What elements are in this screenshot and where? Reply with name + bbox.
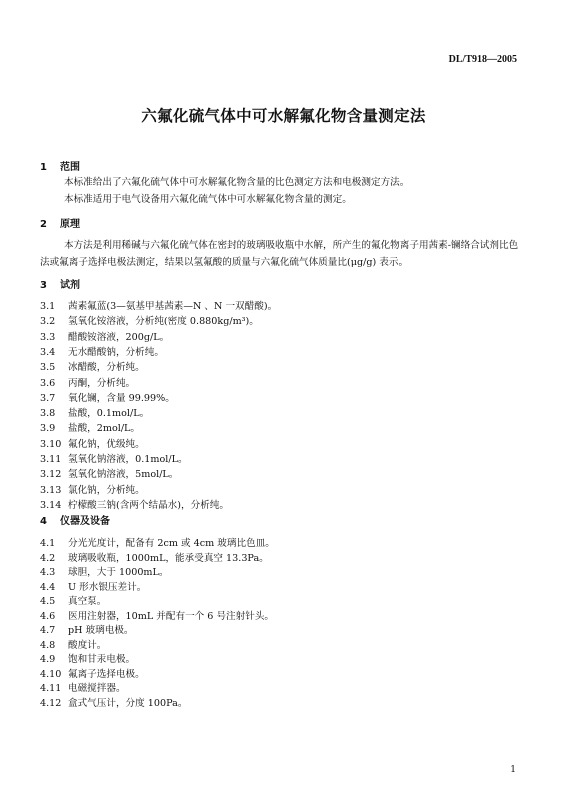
list-item (40, 420, 140, 434)
section-number: 3 (40, 280, 47, 291)
item-number: 3.12 (40, 469, 62, 481)
list-item (40, 680, 126, 694)
list-item (40, 564, 169, 578)
item-number: 3.2 (40, 316, 56, 328)
item-text: 电磁搅拌器。 (68, 683, 126, 694)
list-item (40, 390, 175, 404)
item-number: 3.10 (40, 438, 62, 450)
item-text: 氢氧化铵溶液，分析纯(密度 0.880kg/m³)。 (68, 316, 259, 328)
page-title: 六氟化硫气体中可水解氟化物含量测定法 (141, 107, 426, 125)
section-title: 仪器及设备 (60, 516, 110, 527)
item-number: 3.7 (40, 392, 56, 404)
item-text: 医用注射器，10mL 并配有一个 6 号注射针头。 (68, 610, 275, 622)
list-item (40, 579, 146, 593)
item-number: 4.11 (40, 683, 62, 694)
list-item (40, 451, 188, 465)
item-number: 3.4 (40, 346, 56, 358)
list-item (40, 497, 229, 511)
list-item (40, 329, 169, 343)
item-number: 3.13 (40, 484, 62, 496)
list-item (40, 298, 277, 312)
item-text: 盐酸，0.1mol/L。 (68, 408, 150, 420)
section-1-paragraph-1: 本标准给出了六氟化硫气体中可水解氟化物含量的比色测定方法和电极测定方法。 (64, 177, 410, 188)
section-title: 范围 (60, 162, 80, 173)
section-1-paragraph-2: 本标准适用于电气设备用六氟化硫气体中可水解氟化物含量的测定。 (64, 194, 352, 205)
list-item (40, 344, 164, 358)
page-number: 1 (510, 765, 516, 775)
list-item (40, 637, 106, 651)
list-item (40, 695, 187, 709)
item-text: 柠檬酸三钠(含两个结晶水)，分析纯。 (68, 499, 229, 511)
item-number: 4.9 (40, 654, 56, 665)
item-number: 4.3 (40, 567, 56, 578)
item-number: 3.1 (40, 301, 56, 312)
item-number: 3.8 (40, 408, 56, 420)
item-text: 氟离子选择电极。 (68, 668, 145, 680)
item-text: 氯化钠，分析纯。 (68, 484, 145, 496)
item-number: 4.8 (40, 639, 56, 651)
list-item (40, 622, 134, 636)
item-number: 3.3 (40, 331, 56, 343)
item-number: 4.10 (40, 668, 62, 680)
document-code: DL/T918—2005 (448, 54, 517, 65)
item-text: 氧化镧，含量 99.99%。 (68, 392, 175, 404)
list-item (40, 359, 145, 373)
item-number: 3.5 (40, 362, 56, 374)
section-3-heading (40, 276, 80, 291)
list-item (40, 313, 259, 327)
item-number: 3.9 (40, 423, 56, 435)
list-item (40, 405, 149, 419)
list-item (40, 608, 274, 622)
item-number: 3.6 (40, 377, 56, 389)
item-text: 冰醋酸，分析纯。 (68, 362, 145, 374)
item-text: 丙酮，分析纯。 (68, 377, 136, 389)
item-number: 4.2 (40, 552, 56, 564)
list-item (40, 550, 269, 564)
section-number: 2 (40, 219, 47, 230)
list-item (40, 482, 145, 496)
item-number: 4.7 (40, 625, 56, 636)
section-2-paragraph: 本方法是利用稀碱与六氟化硫气体在密封的玻璃吸收瓶中水解，所产生的氟化物离子用茜素-镧络合试剂比色法或氟离子选择电极法测定，结果以氢氟酸的质量与六氟化硫气体质量比(μg/g) 表示。 (40, 240, 519, 268)
section-number: 1 (40, 162, 47, 173)
item-text: 分光光度计，配备有 2cm 或 4cm 玻璃比色皿。 (68, 538, 275, 549)
item-text: 酸度计。 (68, 639, 107, 651)
item-number: 4.6 (40, 610, 56, 622)
item-text: 氢氧化钠溶液，0.1mol/L。 (68, 454, 188, 465)
list-item (40, 436, 145, 450)
item-number: 4.5 (40, 596, 56, 607)
item-text: 球胆，大于 1000mL。 (68, 567, 169, 578)
section-title: 试剂 (60, 280, 80, 291)
item-number: 4.4 (40, 581, 56, 593)
section-1-heading (40, 158, 80, 173)
item-text: 无水醋酸钠，分析纯。 (68, 346, 164, 358)
item-text: 氢氧化钠溶液，5mol/L。 (68, 469, 179, 481)
list-item (40, 375, 135, 389)
section-4-heading (40, 512, 110, 527)
item-text: 盐酸，2mol/L。 (68, 423, 141, 435)
list-item (40, 593, 106, 607)
item-text: pH 玻璃电极。 (68, 625, 134, 636)
list-item (40, 666, 145, 680)
section-title: 原理 (60, 219, 80, 230)
item-number: 4.1 (40, 538, 56, 549)
item-text: 氟化钠，优级纯。 (68, 438, 145, 450)
item-number: 4.12 (40, 697, 62, 709)
item-text: U 形水银压差计。 (68, 581, 147, 593)
item-text: 饱和甘汞电极。 (68, 654, 136, 665)
list-item (40, 535, 275, 549)
list-item (40, 651, 135, 665)
list-item (40, 466, 178, 480)
section-number: 4 (40, 516, 47, 527)
item-number: 3.11 (40, 454, 62, 465)
item-number: 3.14 (40, 499, 62, 511)
item-text: 玻璃吸收瓶，1000mL，能承受真空 13.3Pa。 (68, 552, 269, 564)
item-text: 醋酸铵溶液，200g/L。 (68, 331, 170, 343)
item-text: 茜素氟蓝(3—氨基甲基茜素—N 、N 一双醋酸)。 (68, 301, 278, 312)
section-2-heading (40, 215, 80, 230)
item-text: 真空泵。 (68, 596, 107, 607)
item-text: 盒式气压计，分度 100Pa。 (68, 697, 188, 709)
